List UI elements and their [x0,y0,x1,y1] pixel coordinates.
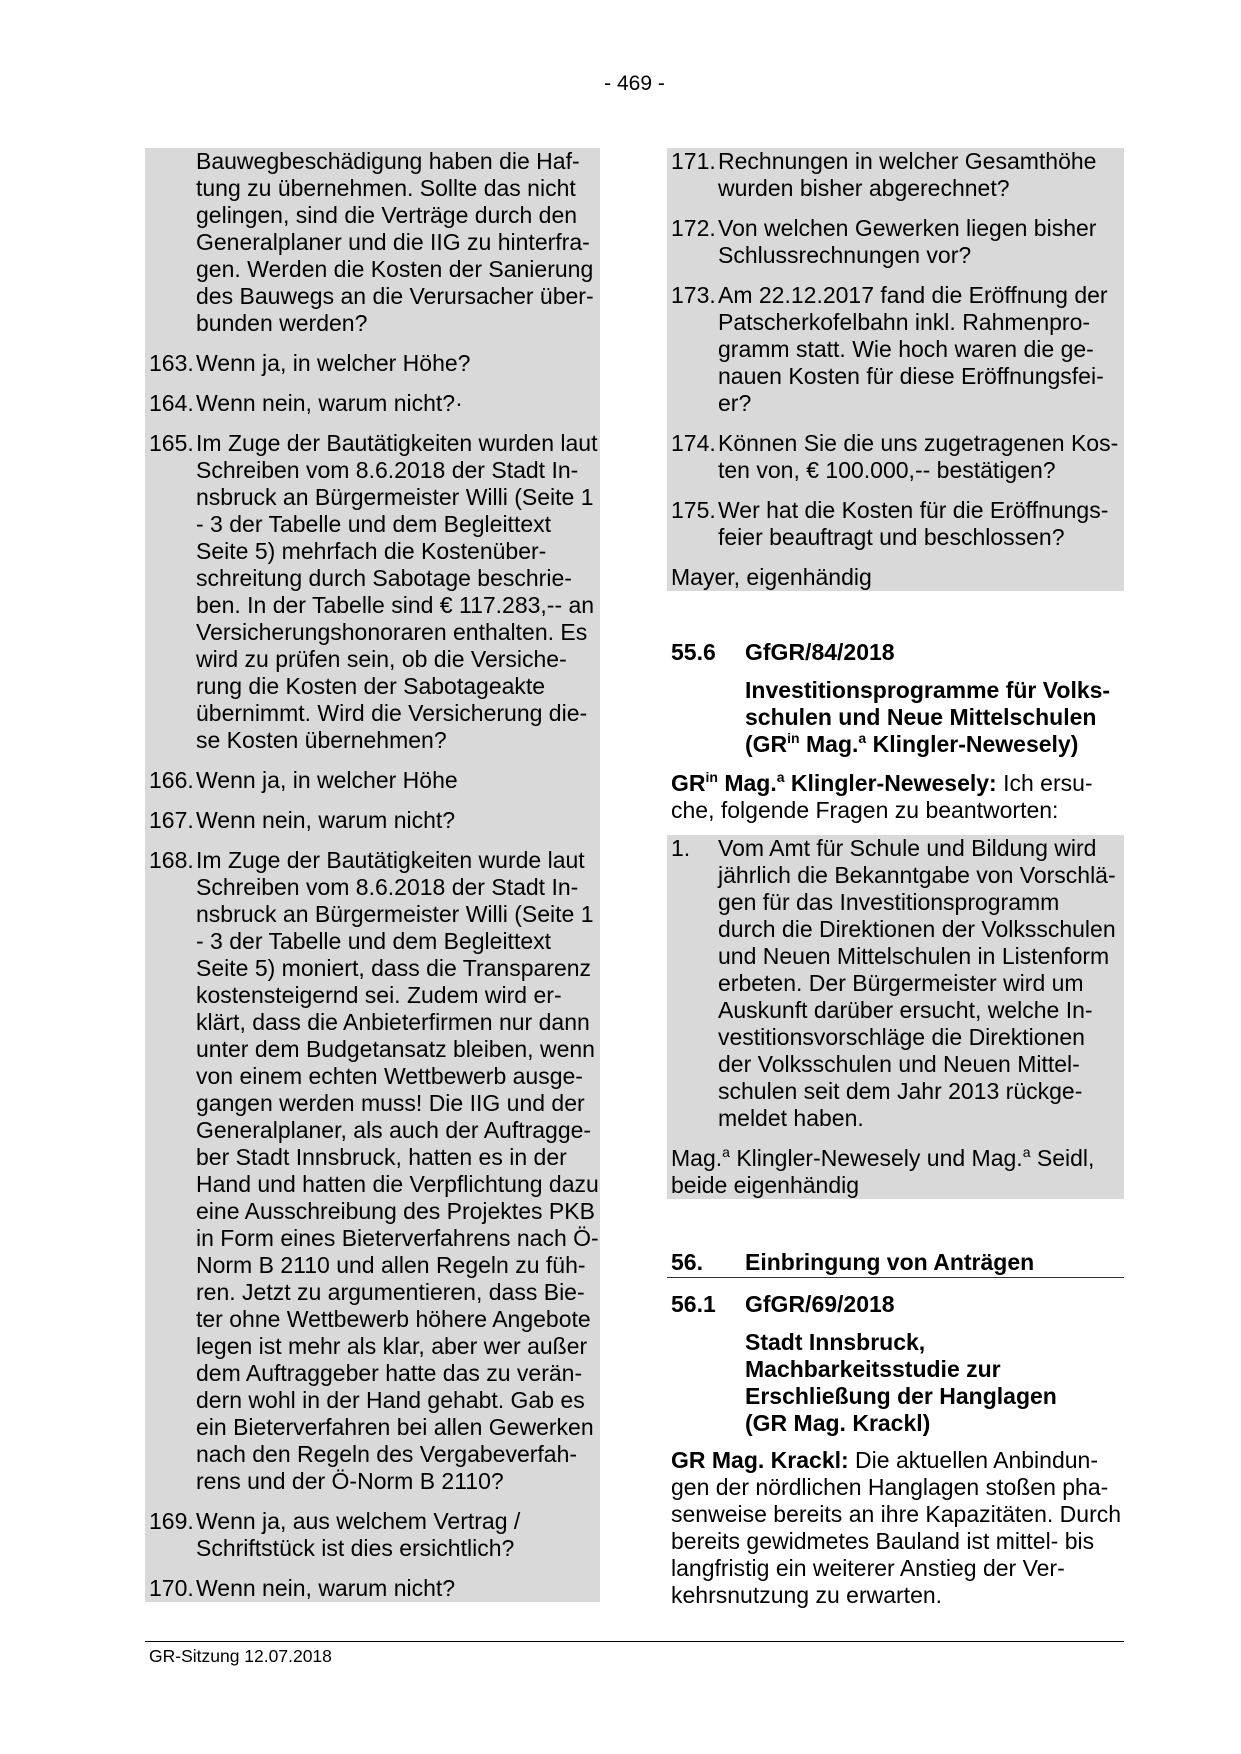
footer-rule [145,1641,1124,1642]
signature-middle: Klingler-Newesely und Mag. [729,1145,1023,1171]
author-rank: Mag. [799,731,859,757]
question-text: Wenn nein, warum nicht? [196,807,456,833]
question-text: Können Sie die uns zugetragenen Kos- ten von, € 100.000,-- bestätigen? [718,430,1119,483]
section-heading-56-1 [671,1291,895,1318]
section-heading-56 [667,1249,1124,1278]
question-number: 164. [149,390,194,416]
question-number: 168. [149,847,194,873]
question-item [149,430,600,754]
question-item [671,148,1124,202]
question-item [149,767,600,794]
question-item [149,1575,600,1602]
question-number: 169. [149,1508,194,1534]
question-text: Von welchen Gewerken liegen bisher Schlussrechnungen vor? [718,215,1097,268]
speaker-paragraph-56-1 [671,1447,1121,1609]
question-text: Wenn nein, warum nicht? [196,1575,456,1601]
question-number-spacer [149,148,196,337]
speaker-rank: Mag. [717,770,777,796]
signature [671,1145,1124,1199]
question-item [149,390,600,417]
question-item-continued [149,148,600,337]
question-text: Wenn ja, in welcher Höhe? [196,350,471,376]
question-text: Wer hat die Kosten für die Eröffnungs- feier beauftragt und beschlossen? [718,497,1109,550]
speaker-name: GR Mag. Krackl: [671,1447,849,1473]
section-number: 56.1 [671,1291,716,1317]
signature-end: Seidl, beide eigenhändig [671,1145,1095,1198]
speaker-surname: Klingler-Newesely: [784,770,997,796]
section-title-text: Investitionsprogramme für Volks- schulen und Neue Mittelschulen [745,677,1111,730]
question-number: 1. [671,835,691,861]
speaker-name [671,770,997,796]
section-title: Einbringung von Anträgen [745,1249,1035,1275]
signature-text: Mayer, eigenhändig [671,564,872,590]
page-number: - 469 - [604,72,665,95]
section-number: 56. [671,1249,703,1275]
question-number: 167. [149,807,194,833]
section-title-author [745,731,1110,758]
question-number: 172. [671,215,716,241]
signature-rank-1: Mag. [671,1145,723,1171]
question-item [149,807,600,834]
question-item [671,497,1124,551]
question-number: 163. [149,350,194,376]
section-title-56-1: Stadt Innsbruck, Machbarkeitsstudie zur Erschließung der Hanglagen (GR Mag. Krackl) [745,1329,1057,1436]
question-item [671,430,1124,484]
footer-session: GR-Sitzung 12.07.2018 [149,1646,332,1666]
question-text: Wenn ja, aus welchem Vertrag / Schriftstück ist dies ersichtlich? [196,1508,521,1561]
author-prefix: (GR [745,731,788,757]
question-block-55-6 [667,835,1124,1199]
question-number: 174. [671,430,716,456]
signature-rank-2-sup: a [1022,1144,1031,1160]
question-text: Vom Amt für Schule und Bildung wird jährlich die Bekanntgabe von Vorschlä- gen für das Investitionsprogramm durch die Direktionen der Volksschulen und Neuen Mittelschulen in Listenform erbeten. Der Bürgermeister wird um Auskunft darüber ersucht, welche In- vestitionsvorschläge die Direktionen der Volksschulen und Neuen Mittel- schulen seit dem Jahr 2013 rückge- meldet haben. [718,835,1116,1131]
right-question-block [667,148,1124,591]
question-number: 170. [149,1575,194,1601]
speaker-rank-sup: a [776,769,785,785]
question-number: 171. [671,148,716,174]
question-text: Am 22.12.2017 fand die Eröffnung der Patscherkofelbahn inkl. Rahmenpro- gramm statt. Wie hoch waren die ge- nauen Kosten für diese Eröffnungsfei- er? [718,282,1108,416]
section-reference: GfGR/69/2018 [745,1291,895,1317]
question-number: 165. [149,430,194,456]
question-text: Bauwegbeschädigung haben die Haf- tung zu übernehmen. Sollte das nicht gelingen, sind die Verträge durch den Generalplaner und die IIG zu hinterfra- gen. Werden die Kosten der Sanierung des Bauwegs an die Verursacher über- bunden werden? [196,148,594,336]
question-item [671,835,1124,1132]
section-reference: GfGR/84/2018 [745,639,895,665]
author-rank-sup: a [858,730,867,746]
question-item [671,282,1124,417]
question-item [671,215,1124,269]
section-title-55-6 [745,677,1110,758]
section-number: 55.6 [671,639,716,665]
section-heading-55-6 [671,639,895,666]
question-text: Wenn nein, warum nicht?· [196,390,463,416]
left-question-block [145,148,600,1602]
question-number: 166. [149,767,194,793]
author-name: Klingler-Newesely) [866,731,1079,757]
question-item [149,1508,600,1562]
question-text: Im Zuge der Bautätigkeiten wurden laut Schreiben vom 8.6.2018 der Stadt In- nsbruck an Bürgermeister Willi (Seite 1 - 3 der Tabelle und dem Begleittext Seite 5) mehrfach die Kostenüber- schreitung durch Sabotage beschrie- ben. In der Tabelle sind € 117.283,-- an Versicherungshonoraren enthalten. Es wird zu prüfen sein, ob die Versiche- rung die Kosten der Sabotageakte übernimmt. Wird die Versicherung die- se Kosten übernehmen? [196,430,598,753]
paragraph-text: Die aktuellen Anbindun- gen der nördlichen Hanglagen stoßen pha- senweise bereits an ihre Kapazitäten. Durch bereits gewidmetes Bauland ist mittel- bis langfristig ein weiterer Anstieg der Ver- kehrsnutzung zu erwarten. [671,1447,1122,1608]
speaker-prefix: GR [671,770,706,796]
signature [671,564,1124,591]
author-prefix-sup: in [787,730,800,746]
question-item [149,847,600,1495]
question-number: 173. [671,282,716,308]
question-item [149,350,600,377]
question-text: Rechnungen in welcher Gesamthöhe wurden bisher abgerechnet? [718,148,1097,201]
signature-rank-1-sup: a [722,1144,730,1160]
question-text: Wenn ja, in welcher Höhe [196,767,458,793]
speaker-prefix-sup: in [705,769,718,785]
question-text: Im Zuge der Bautätigkeiten wurde laut Schreiben vom 8.6.2018 der Stadt In- nsbruck an Bürgermeister Willi (Seite 1 - 3 der Tabelle und dem Begleittext Seite 5) moniert, dass die Transparenz kostensteigernd sei. Zudem wird er- klärt, dass die Anbieterfirmen nur dann unter dem Budgetansatz bleiben, wenn von einem echten Wettbewerb ausge- gangen werden muss! Die IIG und der Generalplaner, als auch der Auftragge- ber Stadt Innsbruck, hatten es in der Hand und hatten die Verpflichtung dazu eine Ausschreibung des Projektes PKB in Form eines Bieterverfahrens nach Ö- Norm B 2110 und allen Regeln zu füh- ren. Jetzt zu argumentieren, dass Bie- ter ohne Wettbewerb höhere Angebote legen ist mehr als klar, aber wer außer dem Auftraggeber hatte das zu verän- dern wohl in der Hand gehabt. Gab es ein Bieterverfahren bei allen Gewerken nach den Regeln des Vergabeverfah- rens und der Ö-Norm B 2110? [196,847,599,1494]
question-number: 175. [671,497,716,523]
speaker-intro: Ich ersu- che, folgende Fragen zu beantworten: [671,770,1093,823]
speaker-paragraph-55-6 [671,770,1093,824]
